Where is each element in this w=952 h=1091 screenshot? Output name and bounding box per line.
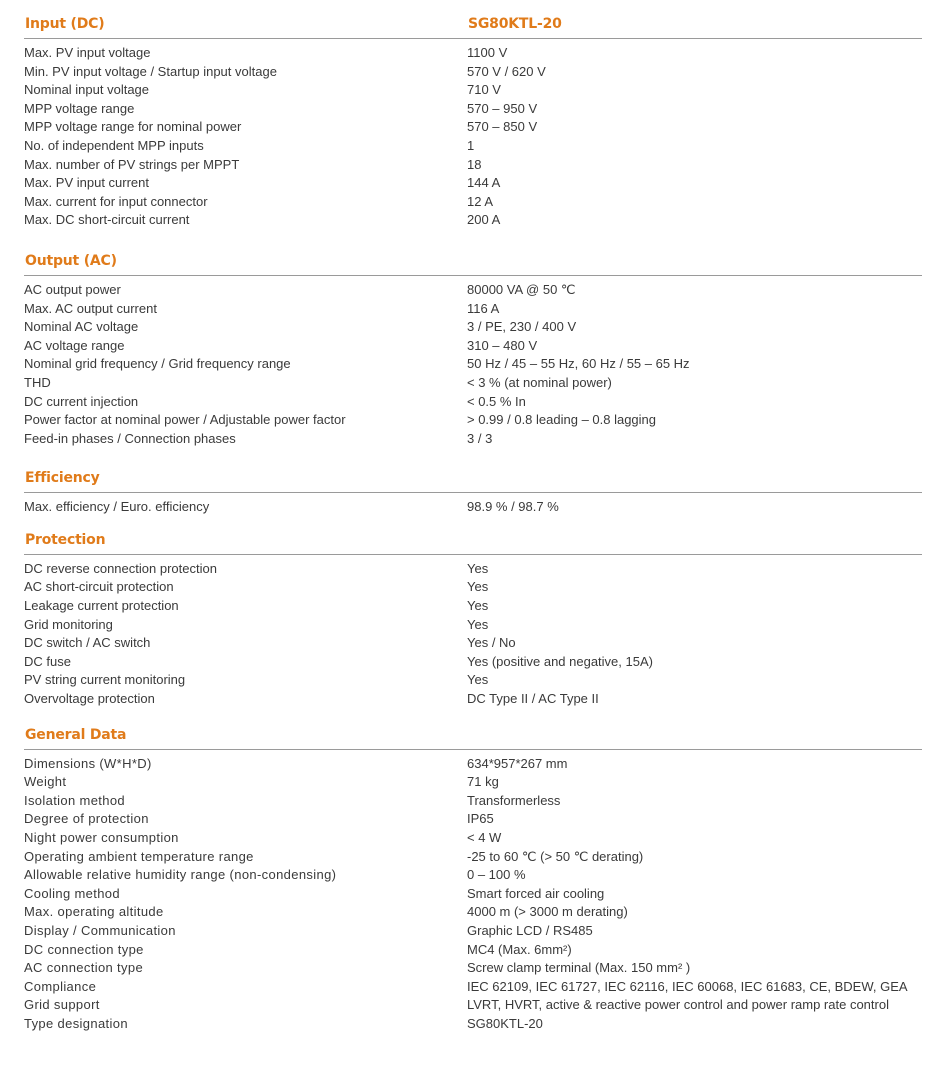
spec-value: 3 / 3 [467, 430, 493, 446]
spec-value: Yes (positive and negative, 15A) [467, 653, 653, 669]
section-title: Input (DC) [25, 16, 105, 32]
spec-label: Compliance [24, 978, 97, 994]
spec-value: 200 A [467, 212, 501, 228]
spec-row [24, 337, 922, 356]
spec-row [24, 300, 922, 319]
spec-row [24, 959, 922, 978]
spec-value: 98.9 % / 98.7 % [467, 499, 559, 515]
section-title: Output (AC) [25, 252, 117, 269]
spec-row [24, 498, 922, 517]
spec-list [24, 281, 922, 448]
section-spacer [24, 230, 922, 253]
spec-label: Type designation [24, 1015, 128, 1031]
spec-row [24, 616, 922, 635]
section-output-ac [24, 253, 922, 448]
spec-value: Screw clamp terminal (Max. 150 mm² ) [467, 960, 691, 976]
spec-value: LVRT, HVRT, active & reactive power control and power ramp rate control [467, 997, 889, 1013]
spec-value: > 0.99 / 0.8 leading – 0.8 lagging [467, 412, 657, 428]
spec-row [24, 829, 922, 848]
section-general-data [24, 727, 922, 1034]
spec-value: Yes [467, 560, 489, 576]
spec-row [24, 922, 922, 941]
spec-value: 80000 VA @ 50 ℃ [467, 281, 576, 297]
section-header [24, 253, 922, 276]
spec-value: 50 Hz / 45 – 55 Hz, 60 Hz / 55 – 65 Hz [467, 356, 690, 372]
spec-value: -25 to 60 ℃ (> 50 ℃ derating) [467, 848, 644, 864]
spec-label: DC switch / AC switch [24, 635, 151, 651]
spec-row [24, 578, 922, 597]
spec-label: AC output power [24, 281, 121, 297]
spec-label: Leakage current protection [24, 598, 179, 614]
spec-value: Graphic LCD / RS485 [467, 922, 593, 938]
spec-row [24, 193, 922, 212]
spec-label: Feed-in phases / Connection phases [24, 430, 236, 446]
spec-value: 4000 m (> 3000 m derating) [467, 904, 628, 920]
spec-label: AC connection type [24, 960, 144, 976]
spec-label: Max. operating altitude [24, 904, 164, 920]
spec-label: DC fuse [24, 653, 71, 669]
spec-label: Max. current for input connector [24, 193, 208, 209]
spec-row [24, 393, 922, 412]
spec-label: DC connection type [24, 941, 144, 957]
spec-label: Power factor at nominal power / Adjustable power factor [24, 412, 346, 428]
spec-label: Grid support [24, 997, 100, 1013]
spec-value: Yes [467, 672, 489, 688]
spec-value: 144 A [467, 175, 501, 191]
spec-label: Degree of protection [24, 811, 149, 827]
spec-row [24, 81, 922, 100]
spec-row [24, 755, 922, 774]
section-header [24, 727, 922, 750]
spec-row [24, 671, 922, 690]
spec-row [24, 810, 922, 829]
spec-label: DC reverse connection protection [24, 560, 217, 576]
spec-row [24, 100, 922, 119]
spec-row [24, 848, 922, 867]
spec-row [24, 690, 922, 709]
spec-label: Dimensions (W*H*D) [24, 755, 152, 771]
spec-value: 116 A [467, 300, 500, 316]
spec-label: MPP voltage range [24, 100, 135, 116]
spec-row [24, 653, 922, 672]
spec-row [24, 44, 922, 63]
spec-label: Overvoltage protection [24, 691, 155, 707]
spec-value: 570 V / 620 V [467, 63, 546, 79]
spec-row [24, 941, 922, 960]
spec-row [24, 355, 922, 374]
spec-value: IP65 [467, 811, 494, 827]
spec-label: Max. PV input voltage [24, 45, 151, 60]
spec-value: MC4 (Max. 6mm²) [467, 941, 572, 957]
spec-value: 3 / PE, 230 / 400 V [467, 319, 577, 335]
spec-row [24, 281, 922, 300]
section-input-dc [24, 16, 922, 230]
spec-row [24, 903, 922, 922]
spec-list [24, 755, 922, 1034]
section-title: Efficiency [25, 470, 100, 487]
spec-value: Transformerless [467, 792, 561, 808]
spec-label: Grid monitoring [24, 616, 113, 632]
spec-label: Max. PV input current [24, 175, 149, 191]
spec-row [24, 211, 922, 230]
spec-label: Max. AC output current [24, 300, 157, 316]
spec-row [24, 156, 922, 175]
spec-label: Allowable relative humidity range (non-condensing) [24, 867, 337, 883]
spec-label: Cooling method [24, 885, 120, 901]
spec-value: SG80KTL-20 [467, 1015, 543, 1031]
spec-label: Display / Communication [24, 922, 176, 938]
spec-row [24, 411, 922, 430]
section-protection [24, 532, 922, 709]
spec-row [24, 866, 922, 885]
spec-row [24, 792, 922, 811]
section-spacer [24, 517, 922, 532]
spec-list [24, 498, 922, 517]
spec-label: Min. PV input voltage / Startup input voltage [24, 63, 277, 79]
spec-value: DC Type II / AC Type II [467, 691, 599, 707]
spec-row [24, 374, 922, 393]
spec-value: < 3 % (at nominal power) [467, 374, 612, 390]
spec-label: PV string current monitoring [24, 672, 186, 688]
spec-row [24, 137, 922, 156]
spec-row [24, 430, 922, 449]
spec-value: Yes [467, 579, 489, 595]
spec-label: Nominal AC voltage [24, 319, 139, 335]
spec-value: 1 [467, 137, 475, 153]
spec-value: Yes / No [467, 635, 516, 651]
section-header [24, 532, 922, 555]
spec-row [24, 597, 922, 616]
spec-row [24, 174, 922, 193]
section-title: General Data [25, 726, 127, 743]
spec-value: 570 – 850 V [467, 119, 538, 135]
spec-value: 71 kg [467, 774, 499, 790]
spec-label: AC voltage range [24, 337, 125, 353]
spec-value: IEC 62109, IEC 61727, IEC 62116, IEC 60068, IEC 61683, CE, BDEW, GEA [467, 978, 908, 994]
spec-row [24, 318, 922, 337]
section-title: Protection [25, 531, 106, 548]
spec-label: DC current injection [24, 393, 139, 409]
spec-label: Weight [24, 774, 67, 790]
spec-row [24, 634, 922, 653]
model-name: SG80KTL-20 [468, 16, 562, 32]
spec-value: Smart forced air cooling [467, 885, 605, 901]
spec-label: Max. number of PV strings per MPPT [24, 156, 240, 172]
section-header [24, 470, 922, 493]
spec-label: AC short-circuit protection [24, 579, 174, 595]
spec-row [24, 885, 922, 904]
spec-value: 12 A [467, 193, 494, 209]
section-spacer [24, 709, 922, 727]
spec-list [24, 44, 922, 230]
spec-value: 710 V [467, 82, 501, 98]
spec-value: 634*957*267 mm [467, 755, 568, 771]
spec-label: No. of independent MPP inputs [24, 137, 204, 153]
spec-label: Isolation method [24, 792, 125, 808]
spec-label: Max. efficiency / Euro. efficiency [24, 499, 210, 515]
section-efficiency [24, 470, 922, 517]
spec-row [24, 996, 922, 1015]
datasheet [24, 16, 922, 1034]
spec-value: 570 – 950 V [467, 100, 538, 116]
spec-value: 1100 V [467, 45, 508, 60]
section-spacer [24, 448, 922, 470]
spec-label: Nominal input voltage [24, 82, 150, 98]
spec-value: 0 – 100 % [467, 867, 526, 883]
spec-list [24, 560, 922, 709]
spec-row [24, 118, 922, 137]
spec-label: MPP voltage range for nominal power [24, 119, 242, 135]
spec-label: Night power consumption [24, 830, 179, 845]
spec-label: Operating ambient temperature range [24, 848, 254, 864]
spec-label: THD [24, 374, 51, 390]
spec-row [24, 63, 922, 82]
spec-value: Yes [467, 616, 489, 632]
spec-value: < 0.5 % In [467, 393, 526, 409]
spec-value: 18 [467, 156, 482, 172]
spec-value: 310 – 480 V [467, 337, 538, 353]
spec-label: Max. DC short-circuit current [24, 212, 190, 228]
spec-value: Yes [467, 598, 489, 614]
section-header [24, 16, 922, 39]
spec-value: < 4 W [467, 830, 502, 845]
spec-row [24, 773, 922, 792]
spec-row [24, 1015, 922, 1034]
spec-row [24, 978, 922, 997]
spec-row [24, 560, 922, 579]
spec-label: Nominal grid frequency / Grid frequency range [24, 356, 291, 372]
